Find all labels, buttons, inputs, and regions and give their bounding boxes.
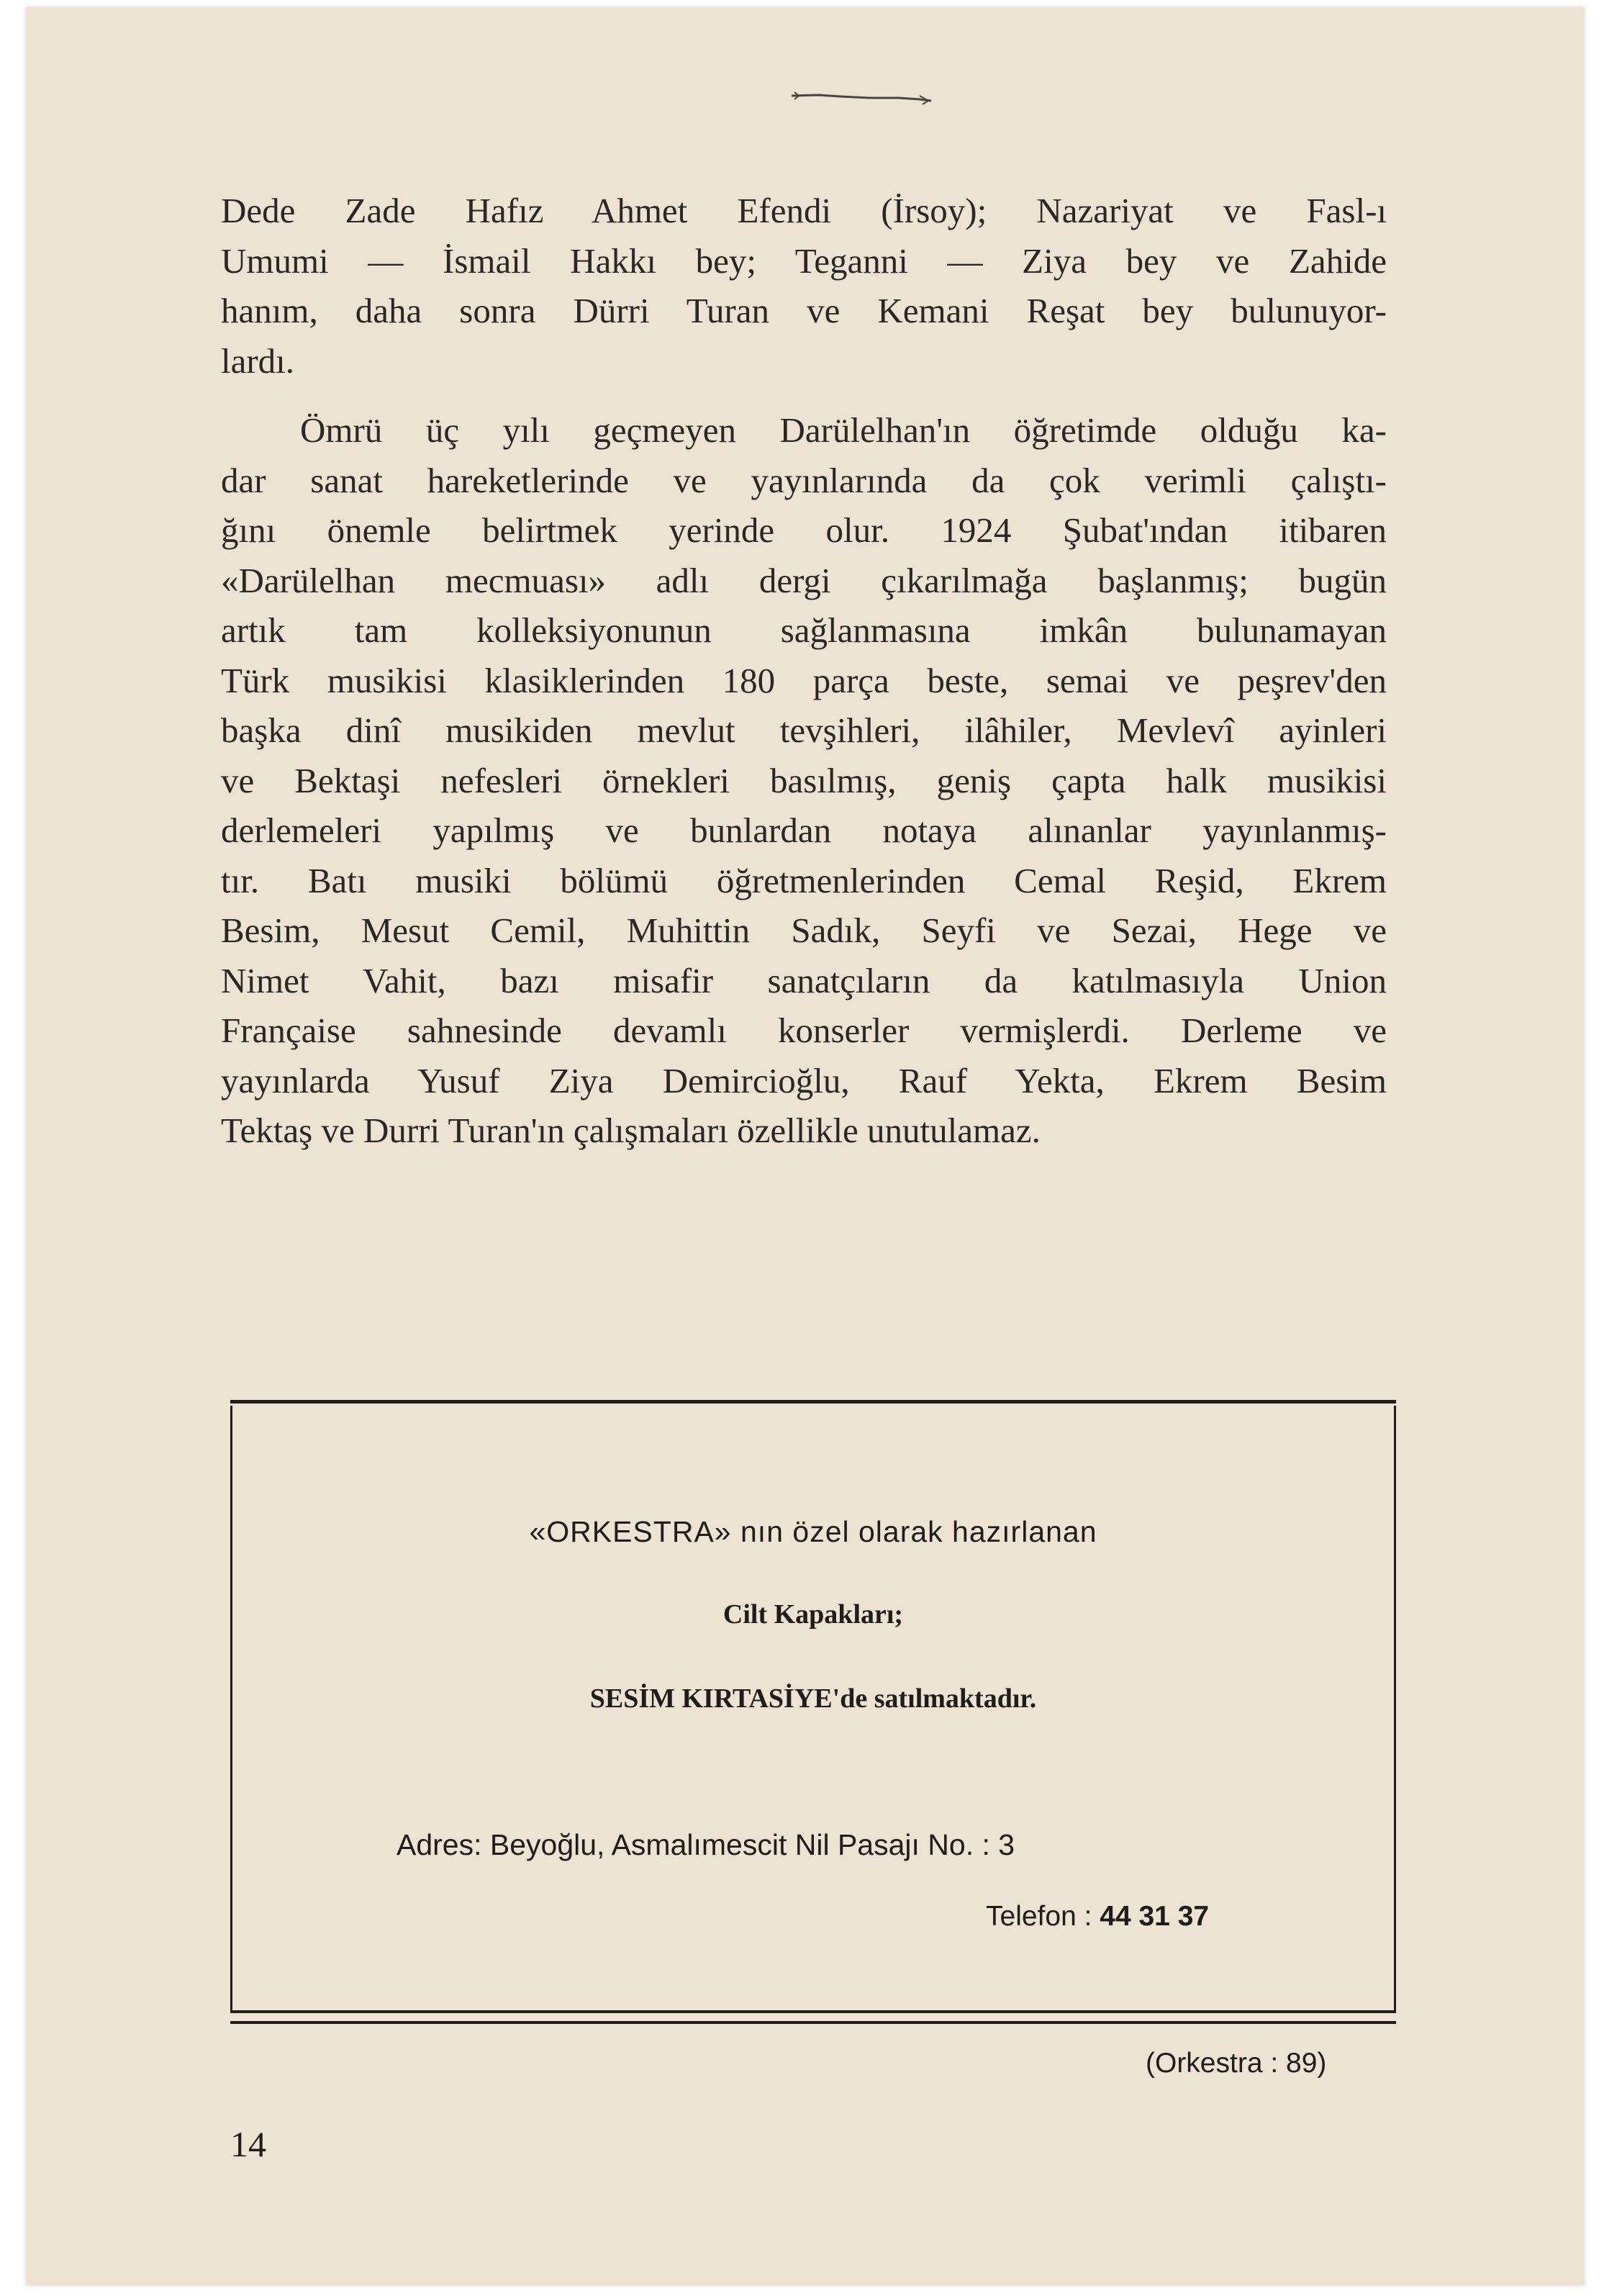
ad-phone-number: 44 31 37 (1100, 1901, 1210, 1932)
advertisement-box (230, 1406, 1396, 2013)
text-line: derlemeleri yapılmış ve bunlardan notaya alınanlar yayınlanmış- (221, 810, 1387, 850)
ad-headline: «ORKESTRA» nın özel olarak hazırlanan (529, 1515, 1097, 1548)
ad-product: Cilt Kapakları; (722, 1599, 904, 1630)
text-line: tır. Batı musiki bölümü öğretmenlerinden Cemal Reşid, Ekrem (221, 860, 1387, 900)
text-line: Ömrü üç yılı geçmeyen Darülelhan'ın öğretimde olduğu ka- (300, 410, 1387, 450)
ad-phone (986, 1901, 1209, 1933)
article-body (221, 186, 1387, 1156)
text-line: Türk musikisi klasiklerinden 180 parça beste, semai ve peşrev'den (221, 660, 1387, 700)
ad-phone-label: Telefon : (986, 1901, 1100, 1932)
ornament-icon (790, 89, 934, 105)
text-line: ve Bektaşi nefesleri örnekleri basılmış, geniş çapta halk musikisi (221, 760, 1387, 800)
text-line: Besim, Mesut Cemil, Muhittin Sadık, Seyfi ve Sezai, Hege ve (221, 910, 1387, 950)
advertisement-top-rule (230, 1400, 1396, 1404)
text-line: başka dinî musikiden mevlut tevşihleri, ilâhiler, Mevlevî ayinleri (221, 710, 1387, 750)
text-line: Umumi — İsmail Hakkı bey; Teganni — Ziya bey ve Zahide (221, 240, 1387, 281)
text-line: ğını önemle belirtmek yerinde olur. 1924 Şubat'ından itibaren (221, 510, 1387, 550)
text-line: hanım, daha sonra Dürri Turan ve Kemani Reşat bey bulunuyor- (221, 291, 1387, 330)
text-line: Française sahnesinde devamlı konserler vermişlerdi. Derleme ve (221, 1011, 1387, 1050)
text-line: lardı. (221, 340, 295, 381)
text-line: Dede Zade Hafız Ahmet Efendi (İrsoy); Nazariyat ve Fasl-ı (221, 191, 1387, 230)
text-line: Nimet Vahit, bazı misafir sanatçıların da katılmasıyla Union (221, 960, 1387, 1000)
page-number: 14 (230, 2124, 266, 2164)
paragraph-1 (221, 186, 1387, 386)
ad-seller: SESİM KIRTASİYE'de satılmaktadır. (589, 1683, 1037, 1714)
text-line: dar sanat hareketlerinde ve yayınlarında da çok verimli çalıştı- (221, 460, 1387, 500)
text-line: artık tam kolleksiyonunun sağlanmasına imkân bulunamayan (221, 610, 1387, 650)
text-line: «Darülelhan mecmuası» adlı dergi çıkarılmağa başlanmış; bugün (221, 560, 1387, 600)
text-line: Tektaş ve Durri Turan'ın çalışmaları özellikle unutulamaz. (221, 1111, 1041, 1150)
paragraph-2 (221, 405, 1387, 1156)
advertisement-bottom-rule (230, 2021, 1396, 2024)
text-line: yayınlarda Yusuf Ziya Demircioğlu, Rauf Yekta, Ekrem Besim (221, 1060, 1387, 1100)
ad-address: Adres: Beyoğlu, Asmalımescit Nil Pasajı No. : 3 (397, 1828, 1015, 1861)
source-note: (Orkestra : 89) (1146, 2048, 1327, 2079)
